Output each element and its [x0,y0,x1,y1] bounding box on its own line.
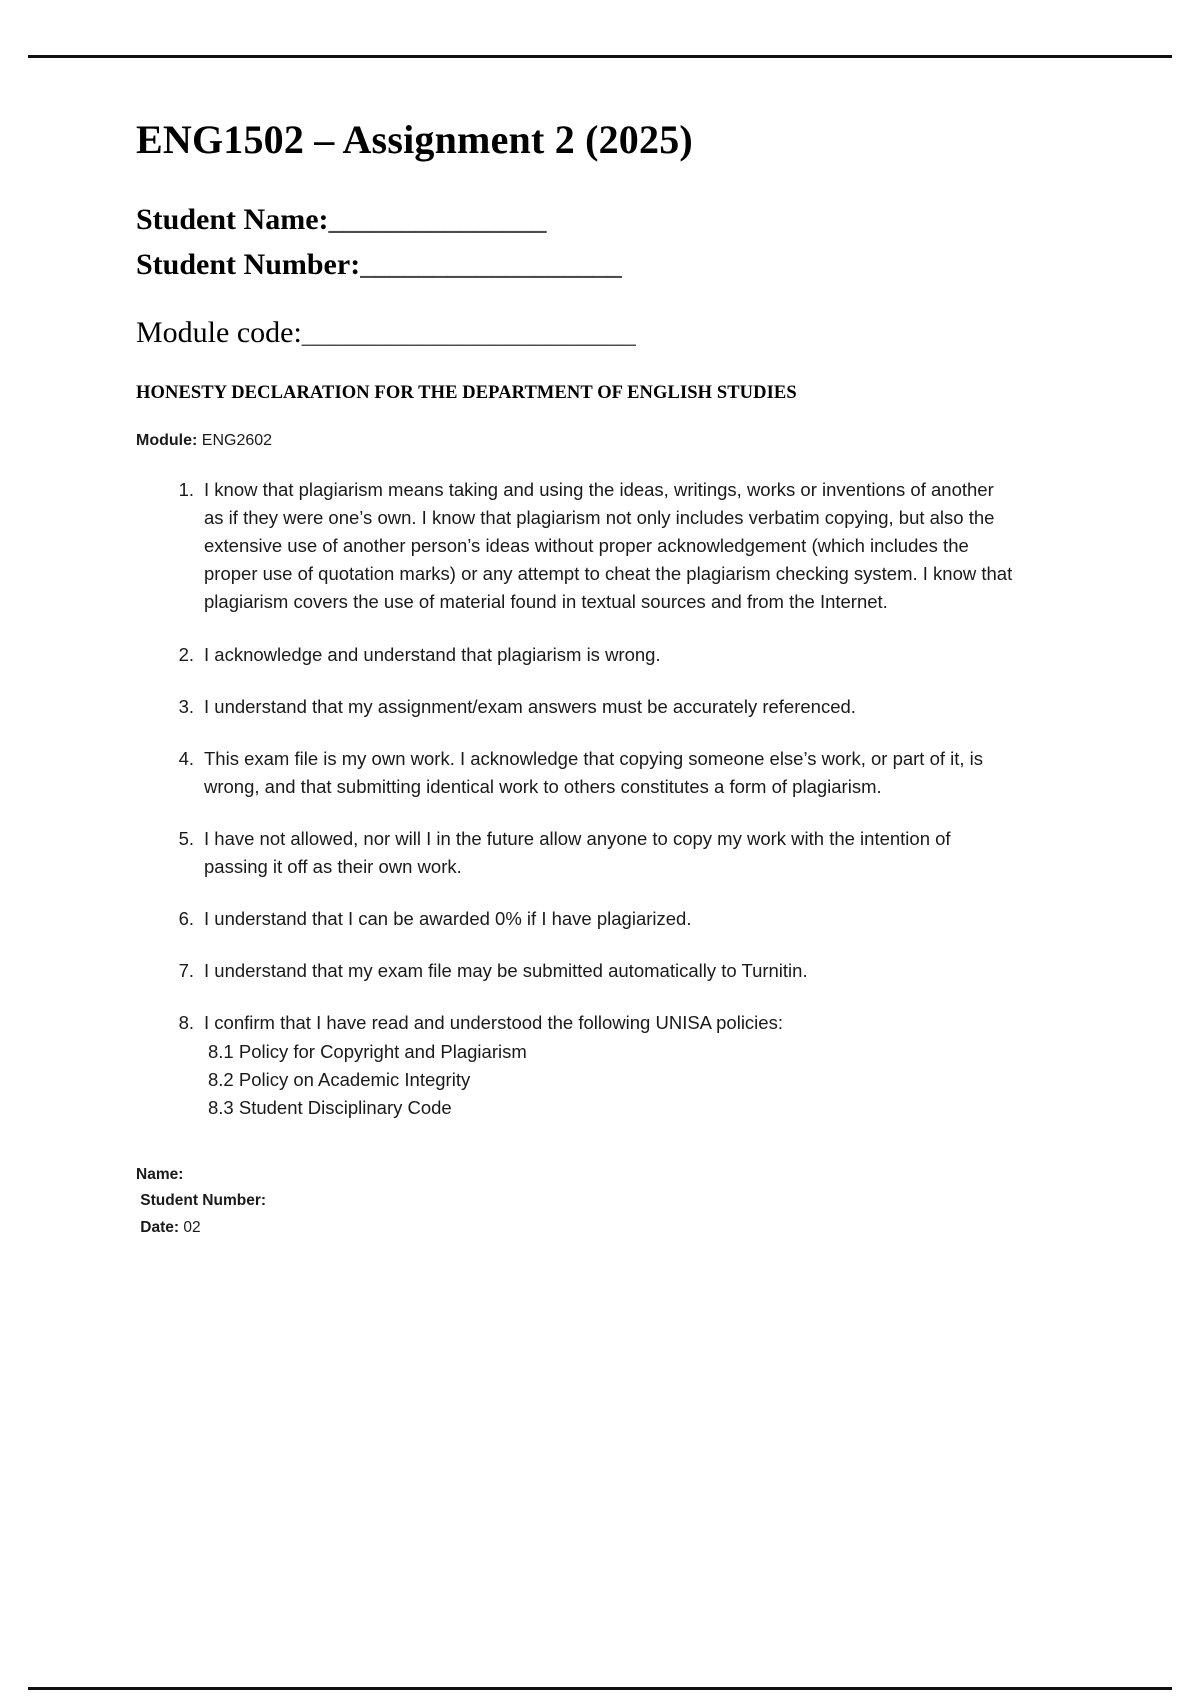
policy-subitem-list [204,1038,1016,1122]
page-bottom-rule [28,1687,1172,1690]
signoff-name-row [136,1162,1016,1189]
document-content [136,118,1016,1242]
module-key: Module: [136,431,198,449]
signoff-date-value[interactable]: 02 [179,1219,201,1237]
signoff-date-label: Date: [136,1219,180,1237]
module-code-blank[interactable]: _______________________ [301,315,636,349]
page-top-rule [28,55,1172,58]
declaration-item: I know that plagiarism means taking and using the ideas, writings, works or inventions of another as if they were one’s own. I know that plagiarism not only includes verbatim copying, but also the extensive use of another person’s ideas without proper acknowledgement (which includes the proper use of quotation marks) or any attempt to cheat the plagiarism checking system. I know that plagiarism covers the use of material found in textual sources and from the Internet. [204,478,1013,613]
module-line [136,432,1016,450]
honesty-declaration-heading: HONESTY DECLARATION FOR THE DEPARTMENT OF ENGLISH STUDIES [136,382,797,403]
student-number-label: Student Number: [136,248,361,282]
declaration-item: I have not allowed, nor will I in the future allow anyone to copy my work with the intention of passing it off as their own work. [204,827,951,878]
signoff-student-number-label: Student Number: [136,1192,267,1210]
declaration-item: I understand that I can be awarded 0% if I have plagiarized. [204,908,692,930]
module-code-label: Module code: [136,315,302,349]
student-number-field [136,244,1016,285]
declaration-item: I understand that my exam file may be submitted automatically to Turnitin. [204,960,808,982]
policy-subitem: 8.1 Policy for Copyright and Plagiarism [208,1040,527,1062]
declaration-item-text: I confirm that I have read and understood the following UNISA policies: [204,1012,783,1034]
policy-subitem: 8.3 Student Disciplinary Code [208,1096,452,1118]
page-title: ENG1502 – Assignment 2 (2025) [136,117,693,162]
module-code-field [136,312,1016,353]
student-name-field [136,199,1016,240]
signoff-date-row [136,1215,1016,1242]
signoff-name-label: Name: [136,1165,184,1183]
declaration-item: I understand that my assignment/exam answers must be accurately referenced. [204,695,856,717]
module-value: ENG2602 [201,431,273,449]
signoff-block [136,1162,1016,1242]
declaration-list [136,476,1016,1122]
policy-subitem: 8.2 Policy on Academic Integrity [208,1068,471,1090]
declaration-item: This exam file is my own work. I acknowledge that copying someone else’s work, or part of it, is wrong, and that submitting identical work to others constitutes a form of plagiarism. [204,747,984,797]
student-name-blank[interactable]: _______________ [328,202,546,236]
signoff-student-number-row [136,1188,1016,1215]
student-number-blank[interactable]: __________________ [360,248,622,282]
declaration-item: I acknowledge and understand that plagiarism is wrong. [204,643,661,665]
declaration-item [204,1009,1016,1121]
student-name-label: Student Name: [136,202,329,236]
